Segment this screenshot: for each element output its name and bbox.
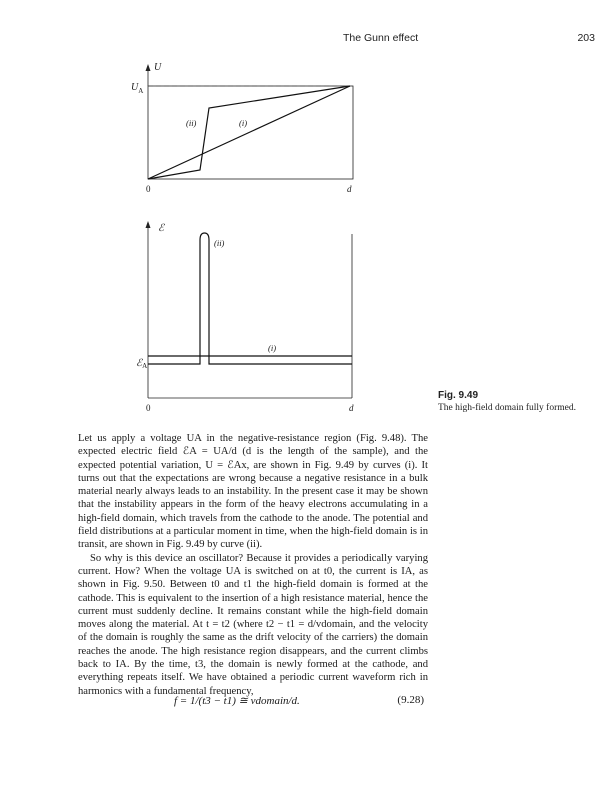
bottom-x-end-label: d bbox=[349, 403, 354, 413]
running-head-title: The Gunn effect bbox=[343, 32, 419, 44]
bottom-y-axis-arrow bbox=[146, 221, 151, 228]
body-text bbox=[78, 432, 428, 698]
equation-number: (9.28) bbox=[397, 694, 424, 706]
bottom-curve-ii-label: (ii) bbox=[214, 238, 225, 248]
page-number: 203 bbox=[577, 32, 595, 44]
paragraph: Let us apply a voltage UA in the negative-resistance region (Fig. 9.48). The expected electric field ℰA = UA/d (d is the length of the sample), and the expected potential variation, U = ℰAx, are shown in Fig. 9.49 by curves (i). It turns out that the expectations are wrong because a negative resistance in a bulk material nearly always leads to an instability. In the present case it may be shown that the instability appears in the form of the heavy electrons accumulating in a high-field domain, which travels from the cathode to the anode. The potential and field distributions at a particular moment in time, when the high-field domain is in transit, are shown in Fig. 9.49 by curve (ii). bbox=[78, 433, 428, 551]
figure-number: Fig. 9.49 bbox=[438, 390, 479, 401]
bottom-y-label: ℰ bbox=[158, 223, 165, 234]
bottom-panel-field bbox=[136, 221, 354, 413]
figure-caption-text: The high-field domain fully formed. bbox=[438, 403, 576, 413]
equation-9-28 bbox=[78, 694, 428, 710]
top-y-label: U bbox=[154, 62, 162, 73]
bottom-curve-i-label: (i) bbox=[268, 343, 277, 353]
figure-caption bbox=[438, 390, 608, 414]
paragraph: So why is this device an oscillator? Because it provides a periodically varying current. How? When the voltage UA is switched on at t0, the current is IA, as shown in Fig. 9.50. Between t0 and t1 the high-field domain is formed at the cathode. This is equivalent to the insertion of a high resistance material, hence the current must suddenly decline. It remains constant while the high-field domain moves along the material. At t = t2 (where t2 − t1 = d/vdomain, and the velocity of the domain is roughly the same as the drift velocity of the carriers) the domain reaches the anode. The high resistance region disappears, and the current climbs back to IA. By the time, t3, the domain is newly formed at the cathode, and everything repeats itself. We have obtained a periodic current waveform rich in harmonics with a fundamental frequency, bbox=[78, 552, 428, 697]
bottom-origin-label: 0 bbox=[146, 403, 151, 413]
curve-i-potential bbox=[148, 86, 350, 179]
equation-text: f = 1/(t3 − t1) ≅ vdomain/d. bbox=[174, 695, 300, 707]
top-y-axis-arrow bbox=[146, 64, 151, 71]
top-curve-i-label: (i) bbox=[239, 118, 248, 128]
top-curve-ii-label: (ii) bbox=[186, 118, 197, 128]
top-x-end-label: d bbox=[347, 184, 352, 194]
top-origin-label: 0 bbox=[146, 184, 151, 194]
curve-ii-field bbox=[148, 233, 352, 364]
ua-label: $U_A$ bbox=[131, 82, 144, 95]
ea-label: ℰ$_A$ bbox=[136, 358, 148, 370]
top-panel-potential bbox=[131, 62, 353, 194]
